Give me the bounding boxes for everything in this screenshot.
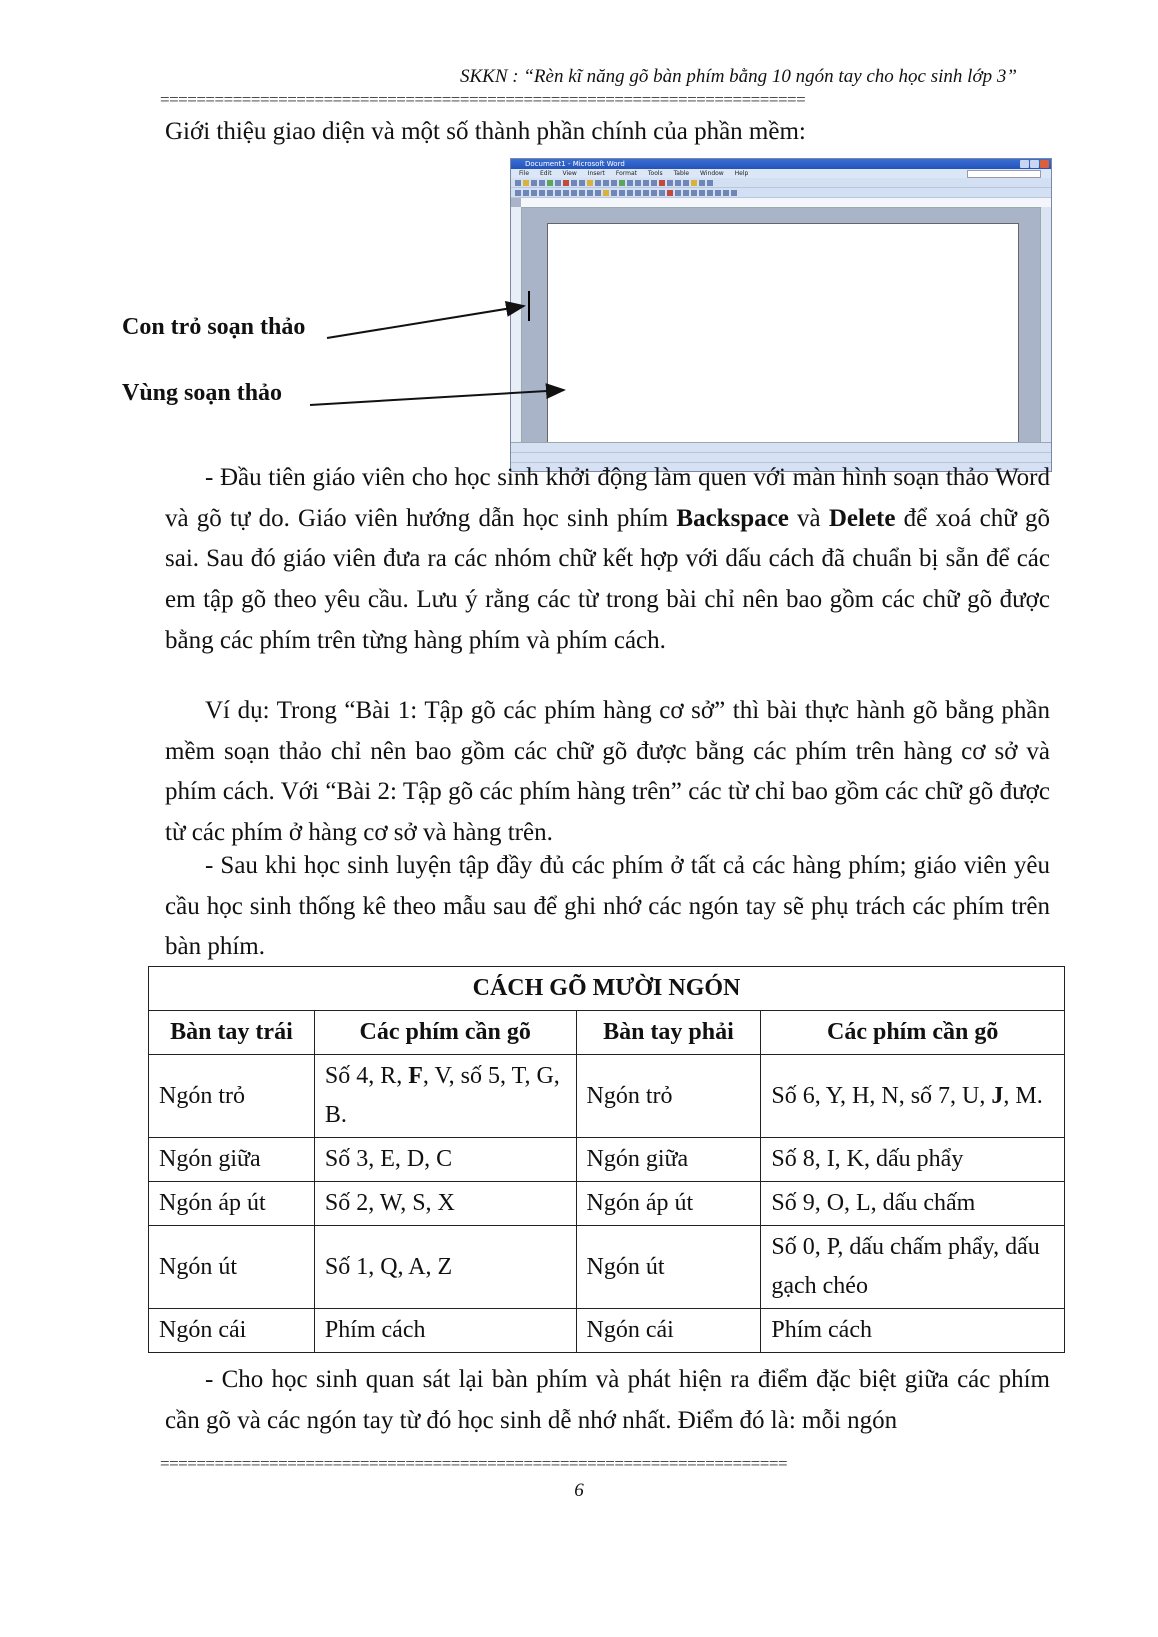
arrow-to-cursor <box>327 306 524 338</box>
menu-help: Help <box>734 170 749 177</box>
delete-key: Delete <box>828 504 896 532</box>
backspace-key: Backspace <box>676 504 789 532</box>
footer-rule: ===================================================================== <box>160 1454 788 1473</box>
paragraph-2: Ví dụ: Trong “Bài 1: Tập gõ các phím hàng cơ sở” thì bài thực hành gõ bằng phần mềm soạn thảo chỉ nên bao gồm các chữ gõ được bằng các phím trên hàng cơ sở và phím cách. Với “Bài 2: Tập gõ các phím hàng trên” các từ chỉ bao gồm các chữ gõ được từ các phím ở hàng cơ sở và hàng trên. <box>165 697 1050 847</box>
menu-format: Format <box>615 170 637 177</box>
intro-line: Giới thiệu giao diện và một số thành phần chính của phần mềm: <box>165 118 806 145</box>
header-rule: ======================================================================= <box>160 90 806 109</box>
table-row: Ngón giữa Số 3, E, D, C Ngón giữa Số 8, I, K, dấu phẩy <box>149 1138 1065 1182</box>
paragraph-3: - Sau khi học sinh luyện tập đầy đủ các phím ở tất cả các hàng phím; giáo viên yêu cầu học sinh thống kê theo mẫu sau để ghi nhớ các ngón tay sẽ phụ trách các phím trên bàn phím. <box>165 852 1050 961</box>
label-editing-area: Vùng soạn thảo <box>122 380 283 406</box>
table-title: CÁCH GÕ MƯỜI NGÓN <box>149 967 1065 1011</box>
table-row: Ngón áp út Số 2, W, S, X Ngón áp út Số 9, O, L, dấu chấm <box>149 1182 1065 1226</box>
menu-insert: Insert <box>587 170 605 177</box>
paragraph-4: - Cho học sinh quan sát lại bàn phím và phát hiện ra điểm đặc biệt giữa các phím cần gõ và các ngón tay từ đó học sinh dễ nhớ nhất. Điểm đó là: mỗi ngón <box>165 1366 1050 1434</box>
window-title: Document1 - Microsoft Word <box>525 160 625 168</box>
menu-file: File <box>519 170 530 177</box>
paragraph-1: - Đầu tiên giáo viên cho học sinh khởi động làm quen với màn hình soạn thảo Word và gõ tự do. Giáo viên hướng dẫn học sinh phím Backspace và Delete để xoá chữ gõ sai. Sau đó giáo viên đưa ra các nhóm chữ kết hợp với dấu cách đã chuẩn bị sẵn để các em tập gõ theo yêu cầu. Lưu ý rằng các từ trong bài chỉ nên bao gồm các chữ gõ được bằng các phím trên từng hàng phím và phím cách. <box>165 464 1050 654</box>
table-header: Bàn tay trái <box>149 1011 315 1055</box>
arrow-to-area <box>310 390 564 405</box>
table-header: Các phím cần gõ <box>761 1011 1065 1055</box>
table-header: Bàn tay phải <box>576 1011 761 1055</box>
page-number: 6 <box>574 1480 584 1501</box>
label-cursor: Con trỏ soạn thảo <box>122 314 306 340</box>
menu-tools: Tools <box>647 170 663 177</box>
menu-edit: Edit <box>539 170 552 177</box>
menu-table: Table <box>673 170 690 177</box>
table-row: Ngón trỏ Số 4, R, F, V, số 5, T, G, B. Ngón trỏ Số 6, Y, H, N, số 7, U, J, M. <box>149 1055 1065 1138</box>
ten-finger-table <box>148 966 1065 1353</box>
menu-view: View <box>562 170 577 177</box>
arrows <box>0 0 1158 500</box>
table-row: Ngón út Số 1, Q, A, Z Ngón út Số 0, P, dấu chấm phẩy, dấu gạch chéo <box>149 1226 1065 1309</box>
running-header: SKKN : “Rèn kĩ năng gõ bàn phím bằng 10 ngón tay cho học sinh lớp 3” <box>460 66 1017 87</box>
table-row: Ngón cái Phím cách Ngón cái Phím cách <box>149 1309 1065 1353</box>
table-header: Các phím cần gõ <box>314 1011 576 1055</box>
menu-window: Window <box>700 170 724 177</box>
